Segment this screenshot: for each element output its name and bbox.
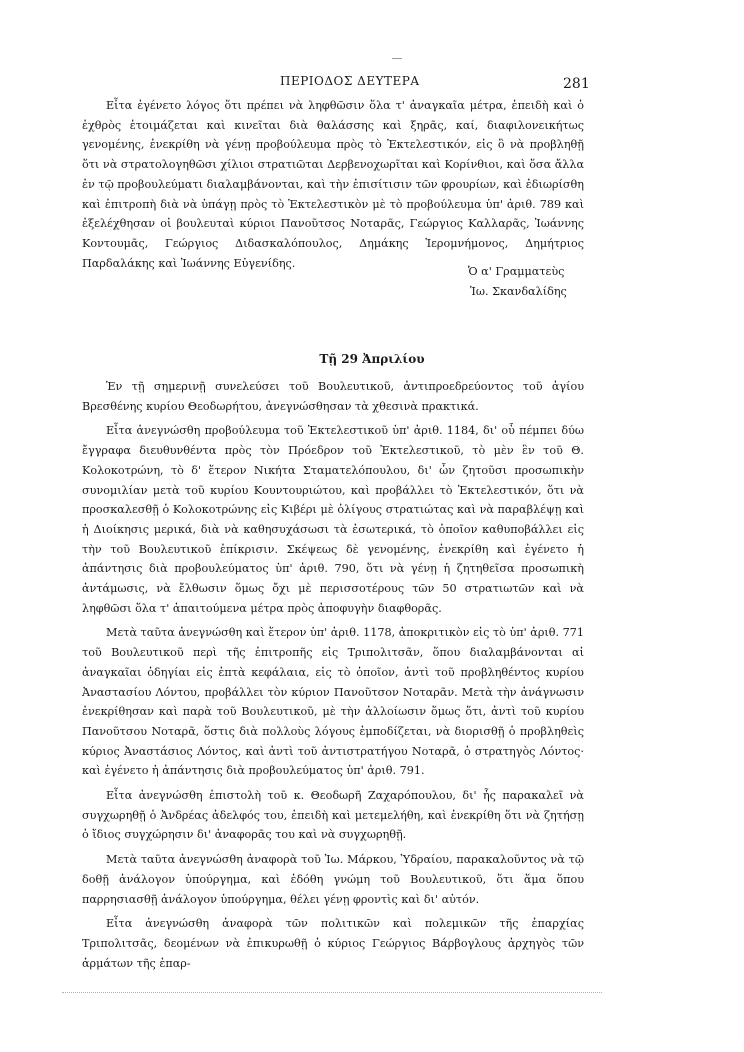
paragraph: Ἐν τῇ σημερινῇ συνελεύσει τοῦ Βουλευτικοῦ, ἀντιπροεδρεύοντος τοῦ ἁγίου Βρεσθένης κυρίου Θεοδωρήτου, ἀνεγνώσθησαν τὰ χθεσινὰ πρακτικά.	[82, 380, 584, 413]
scan-artifact-mark	[392, 58, 402, 63]
footer-divider	[62, 992, 602, 994]
running-title: ΠΕΡΙΟΔΟΣ ΔΕΥΤΕΡΑ	[280, 74, 420, 88]
paragraph: Εἶτα ἀνεγνώσθη ἀναφορὰ τῶν πολιτικῶν καὶ πολεμικῶν τῆς ἐπαρχίας Τριπολιτσᾶς, δεομένων νὰ ἐπικυρωθῇ ὁ κύριος Γεώργιος Βάρβογλους ἀρχηγὸς τῶν ἁρμάτων τῆς ἐπαρ-	[82, 917, 584, 970]
paragraph: Μετὰ ταῦτα ἀνεγνώσθη ἀναφορὰ τοῦ Ἰω. Μάρκου, Ὑδραίου, παρακαλοῦντος νὰ τῷ δοθῇ ἀνάλογον ὑπούργημα, καὶ ἐδόθη γνώμη τοῦ Βουλευτικοῦ, ὅτι ἅμα ὅπου παρρησιασθῇ ἀνάλογον ὑπούργημα, θέλει γένῃ φροντὶς καὶ δι' αὐτόν.	[82, 853, 584, 906]
paragraph: Εἶτα ἀνεγνώσθη προβούλευμα τοῦ Ἐκτελεστικοῦ ὑπ' ἀριθ. 1184, δι' οὗ πέμπει δύω ἔγγραφα διευθυνθέντα πρὸς τὸν Πρόεδρον τοῦ Ἐκτελεστικοῦ, τὸ μὲν ἓν τοῦ Θ. Κολοκοτρώνη, τὸ δ' ἕτερον Νικήτα Σταματελόπουλου, δι' ὧν ζητοῦσι προσωπικὴν συνομιλίαν μετὰ τοῦ κυρίου Κουντουριώτου, καὶ προβάλλει τὸ Ἐκτελεστικόν, ὅτι νὰ προσκαλεσθῇ ὁ Κολοκοτρώνης εἰς Κιβέρι μὲ ὀλίγους στρατιώτας καὶ νὰ παραβλέψῃ καὶ ἡ Διοίκησις μερικά, διὰ νὰ καθησυχάσωσι τὰ ἐσωτερικά, τὸ ὁποῖον καθυποβάλλει εἰς τὴν τοῦ Βουλευτικοῦ ἐπίκρισιν. Σκέψεως δὲ γενομένης, ἐνεκρίθη καὶ ἐγένετο ἡ ἀπάντησις διὰ προβουλεύματος ὑπ' ἀριθ. 790, ὅτι νὰ γένῃ ἡ ζητηθεῖσα προσωπικὴ ἀντάμωσις, νὰ ἔλθωσιν ὅμως ὄχι μὲ περισσοτέρους τῶν 50 στρατιωτῶν καὶ νὰ ληφθῶσι ὅλα τ' ἀπαιτούμενα μέτρα πρὸς ἀποφυγὴν διαφθορᾶς.	[82, 424, 584, 615]
running-header	[0, 74, 744, 94]
paragraph: Μετὰ ταῦτα ἀνεγνώσθη καὶ ἕτερον ὑπ' ἀριθ. 1178, ἀποκριτικὸν εἰς τὸ ὑπ' ἀριθ. 771 τοῦ Βουλευτικοῦ περὶ τῆς ἐπιτροπῆς εἰς Τριπολιτσᾶν, ὅπου διαλαμβάνονται αἱ ἀναγκαῖαι ὁδηγίαι εἰς ἑπτὰ κεφάλαια, εἰς τὸ ὁποῖον, ἀντὶ τοῦ προβληθέντος κυρίου Ἀναστασίου Λόντου, προβάλλει τὸν κύριον Πανοῦτσον Νοταρᾶν. Μετὰ τὴν ἀνάγνωσιν ἐνεκρίθησαν καὶ παρὰ τοῦ Βουλευτικοῦ, μὲ τὴν ἀλλοίωσιν ὅμως ὅτι, ἀντὶ τοῦ κυρίου Πανοῦτσου Νοταρᾶ, ὅστις διὰ πολλοὺς λόγους ἐμποδίζεται, νὰ διορισθῇ ὁ προβληθεὶς κύριος Ἀναστάσιος Λόντος, καὶ ἀντὶ τοῦ ἀντιστρατήγου Νοταρᾶ, ὁ στρατηγὸς Λόντος· καὶ ἐγένετο ἡ ἀπάντησις διὰ προβουλεύματος ὑπ' ἀριθ. 791.	[82, 626, 584, 778]
main-text-block	[82, 377, 584, 973]
date-heading: Τῇ 29 Ἀπριλίου	[319, 352, 425, 366]
paragraph: Εἶτα ἀνεγνώσθη ἐπιστολὴ τοῦ κ. Θεοδωρῆ Ζαχαρόπουλου, δι' ἧς παρακαλεῖ νὰ συγχωρηθῇ ὁ Ἀνδρέας ἀδελφός του, ἐπειδὴ καὶ μετεμελήθη, καὶ ἐνεκρίθη ὅτι νὰ ζητήσῃ ὁ ἴδιος συγχώρησιν δι' ἀναφορᾶς του καὶ νὰ συγχωρηθῇ.	[82, 789, 584, 842]
signature-title: Ὁ α' Γραμματεὺς	[468, 265, 565, 278]
paragraph: Εἶτα ἐγένετο λόγος ὅτι πρέπει νὰ ληφθῶσιν ὅλα τ' ἀναγκαῖα μέτρα, ἐπειδὴ καὶ ὁ ἐχθρὸς ἑτοιμάζεται καὶ κινεῖται διὰ θαλάσσης καὶ ξηρᾶς, καί, διαφιλονεικήτως γενομένης, ἐνεκρίθη νὰ γένῃ προβούλευμα πρὸς τὸ Ἐκτελεστικόν, εἰς ὃ νὰ προβληθῇ ὅτι νὰ στρατολογηθῶσι χίλιοι στρατιῶται Δερβενοχωρῖται καὶ Κορίνθιοι, καὶ ὅσα ἄλλα ἐν τῷ προβουλεύματι διαλαμβάνονται, καὶ τὴν ἐπισίτισιν τῶν φρουρίων, καὶ ἐδιωρίσθη καὶ ἐπιτροπὴ διὰ νὰ ὑπάγῃ πρὸς τὸ Ἐκτελεστικὸν μὲ τὸ προβούλευμα ὑπ' ἀριθ. 789 καὶ ἐξελέχθησαν οἱ βουλευταὶ κύριοι Πανοῦτσος Νοταρᾶς, Γεώργιος Καλλαρᾶς, Ἰωάννης Κοντουμᾶς, Γεώργιος Διδασκαλόπουλος, Δημάκης Ἱερομνήμονος, Δημήτριος Παρδαλάκης καὶ Ἰωάννης Εὐγενίδης.	[82, 99, 584, 270]
top-paragraph-block	[82, 96, 584, 273]
signature-name: Ἰω. Σκανδαλίδης	[470, 285, 567, 298]
page-number: 281	[563, 76, 590, 92]
